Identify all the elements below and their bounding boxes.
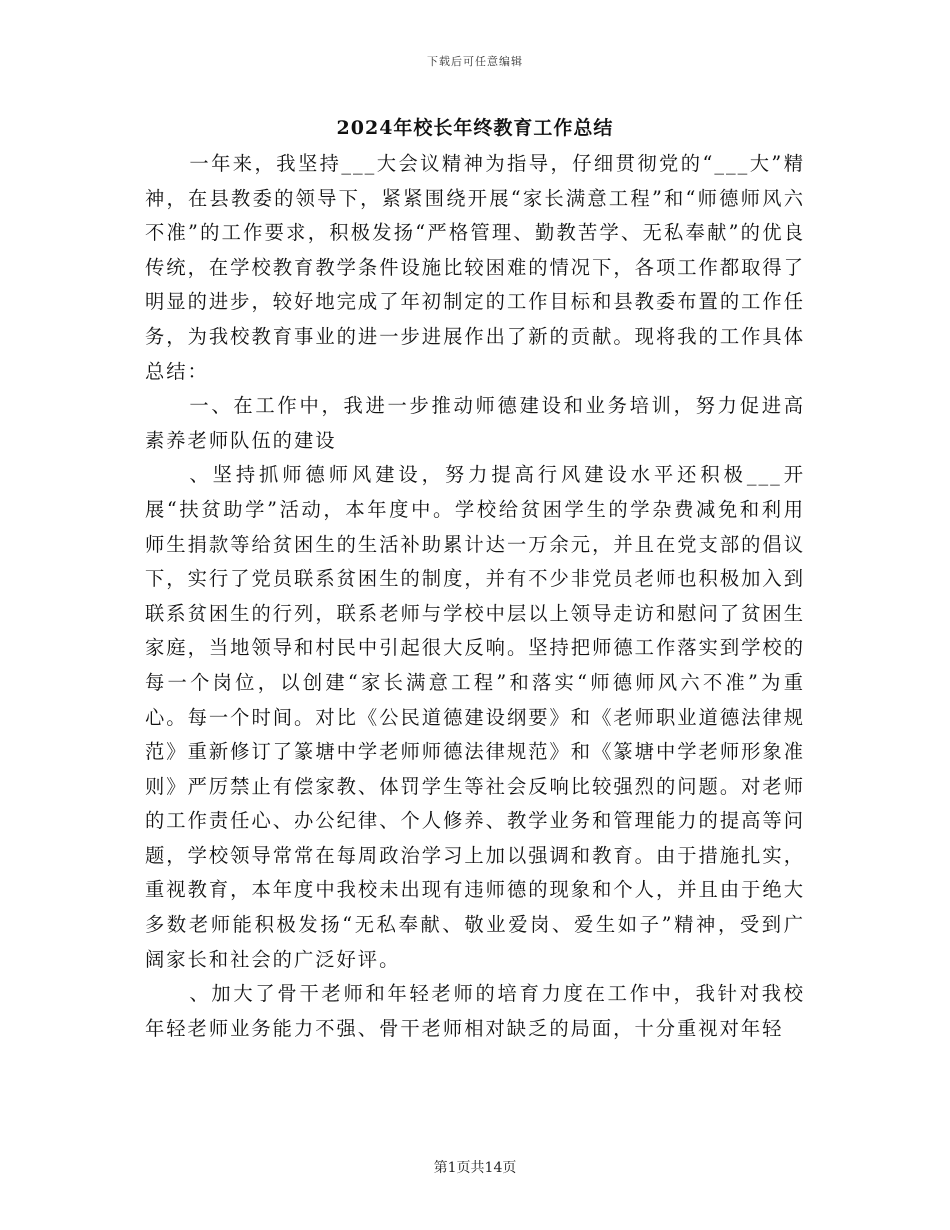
document-body	[145, 147, 805, 1046]
paragraph-section-heading: 一、在工作中，我进一步推动师德建设和业务培训，努力促进高素养老师队伍的建设	[145, 394, 805, 452]
paragraph-training: 、加大了骨干老师和年轻老师的培育力度在工作中，我针对我校年轻老师业务能力不强、骨干老师相对缺乏的局面，十分重视对年轻	[145, 982, 805, 1040]
page-header-note: 下载后可任意编辑	[427, 55, 523, 68]
paragraph-intro: 一年来，我坚持___大会议精神为指导，仔细贯彻党的“___大”精神，在县教委的领导下，紧紧围绕开展“家长满意工程”和“师德师风六不准”的工作要求，积极发扬“严格管理、勤教苦学、无私奉献”的优良传统，在学校教育教学条件设施比较困难的情况下，各项工作都取得了明显的进步，较好地完成了年初制定的工作目标和县教委布置的工作任务，为我校教育事业的进一步进展作出了新的贡献。现将我的工作具体总结：	[145, 152, 805, 383]
paragraph-ethics: 、坚持抓师德师风建设，努力提高行风建设水平还积极___开展“扶贫助学”活动，本年度中。学校给贫困学生的学杂费减免和利用师生捐款等给贫困生的生活补助累计达一万余元，并且在党支部的倡议下，实行了党员联系贫困生的制度，并有不少非党员老师也积极加入到联系贫困生的行列，联系老师与学校中层以上领导走访和慰问了贫困生家庭，当地领导和村民中引起很大反响。坚持把师德工作落实到学校的每一个岗位，以创建“家长满意工程”和落实“师德师风六不准”为重心。每一个时间。对比《公民道德建设纲要》和《老师职业道德法律规范》重新修订了篆塘中学老师师德法律规范》和《篆塘中学老师形象准则》严厉禁止有偿家教、体罚学生等社会反响比较强烈的问题。对老师的工作责任心、办公纪律、个人修养、教学业务和管理能力的提高等问题，学校领导常常在每周政治学习上加以强调和教育。由于措施扎实，重视教育，本年度中我校未出现有违师德的现象和个人，并且由于绝大多数老师能积极发扬“无私奉献、敬业爱岗、爱生如子”精神，受到广阔家长和社会的广泛好评。	[145, 463, 805, 971]
document-title: 2024年校长年终教育工作总结	[336, 117, 614, 139]
page-number-footer: 第1页共14页	[433, 1160, 517, 1176]
